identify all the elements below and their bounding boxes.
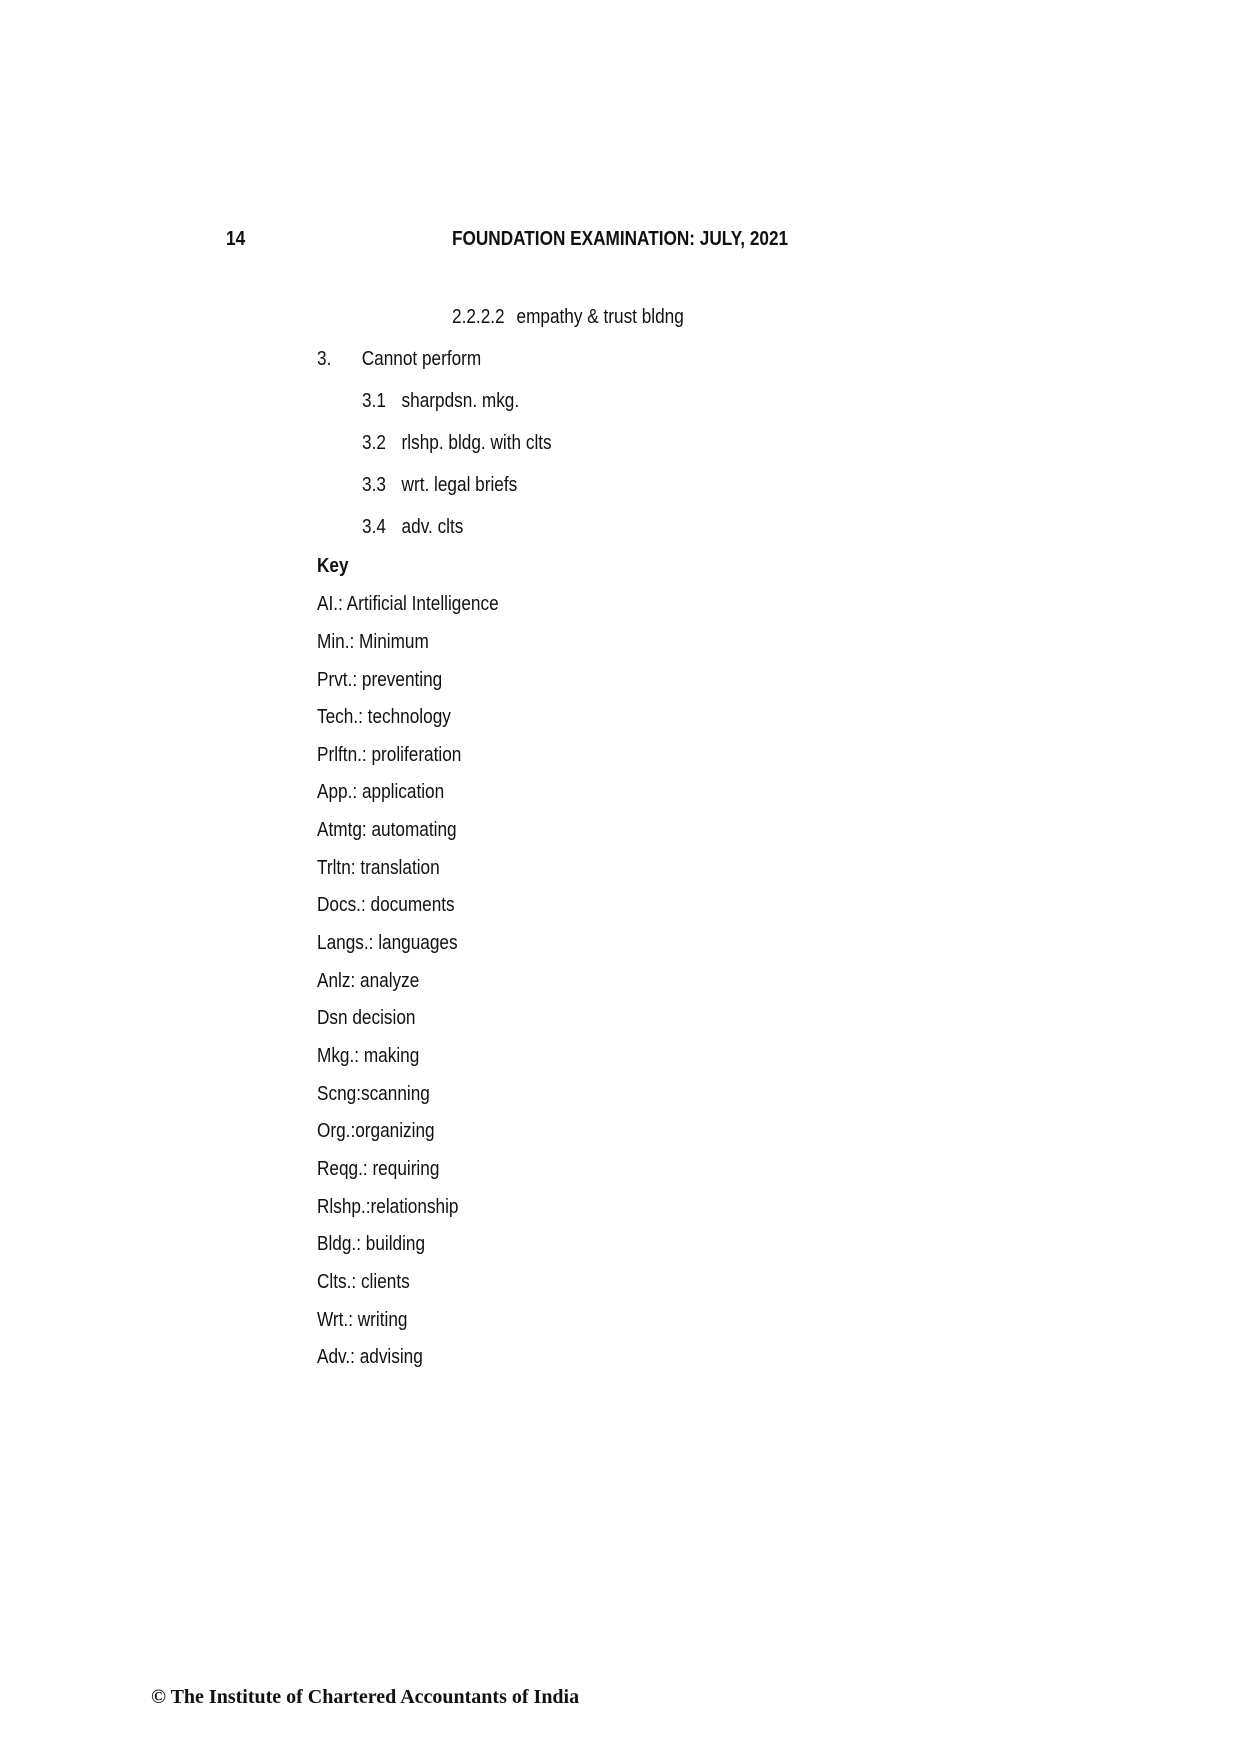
key-entry: Rlshp.:relationship	[317, 1196, 459, 1218]
outline-number: 3.4	[362, 516, 386, 538]
key-entry: Dsn decision	[317, 1007, 416, 1029]
page-number: 14	[226, 228, 246, 250]
key-entry: Docs.: documents	[317, 894, 455, 916]
key-entry: Adv.: advising	[317, 1346, 423, 1368]
outline-text: empathy & trust bldng	[516, 306, 684, 328]
key-entry: Reqg.: requiring	[317, 1158, 440, 1180]
outline-number: 3.2	[362, 432, 386, 454]
outline-item-3-1	[362, 390, 519, 413]
footer-copyright: © The Institute of Chartered Accountants of India	[151, 1686, 580, 1708]
outline-number: 3.3	[362, 474, 386, 496]
outline-text: wrt. legal briefs	[401, 474, 518, 496]
key-entry: Trltn: translation	[317, 857, 440, 879]
key-entry: App.: application	[317, 781, 445, 803]
key-entry: Prlftn.: proliferation	[317, 744, 462, 766]
key-entry: Clts.: clients	[317, 1271, 410, 1293]
key-entry: Mkg.: making	[317, 1045, 420, 1067]
key-entry: Atmtg: automating	[317, 819, 457, 841]
outline-text: Cannot perform	[361, 348, 482, 370]
outline-item-3-4	[362, 516, 463, 539]
outline-item-3-3	[362, 474, 517, 497]
key-entry: Anlz: analyze	[317, 970, 420, 992]
outline-item-3	[317, 348, 481, 371]
outline-item-3-2	[362, 432, 552, 455]
key-entry: Min.: Minimum	[317, 631, 429, 653]
key-entry: Tech.: technology	[317, 706, 451, 728]
outline-number: 3.	[317, 348, 332, 370]
key-entry: Scng:scanning	[317, 1083, 430, 1105]
key-entry: AI.: Artificial Intelligence	[317, 593, 499, 615]
key-heading: Key	[317, 555, 349, 577]
running-header: FOUNDATION EXAMINATION: JULY, 2021	[452, 228, 789, 250]
outline-number: 3.1	[362, 390, 386, 412]
key-entry: Wrt.: writing	[317, 1309, 408, 1331]
key-entry: Prvt.: preventing	[317, 669, 443, 691]
outline-text: sharpdsn. mkg.	[401, 390, 520, 412]
outline-number: 2.2.2.2	[452, 306, 505, 328]
outline-item-2-2-2-2	[452, 306, 684, 329]
key-entry: Org.:organizing	[317, 1120, 435, 1142]
key-entry: Bldg.: building	[317, 1233, 426, 1255]
key-entry: Langs.: languages	[317, 932, 458, 954]
outline-text: adv. clts	[401, 516, 464, 538]
outline-text: rlshp. bldg. with clts	[401, 432, 552, 454]
